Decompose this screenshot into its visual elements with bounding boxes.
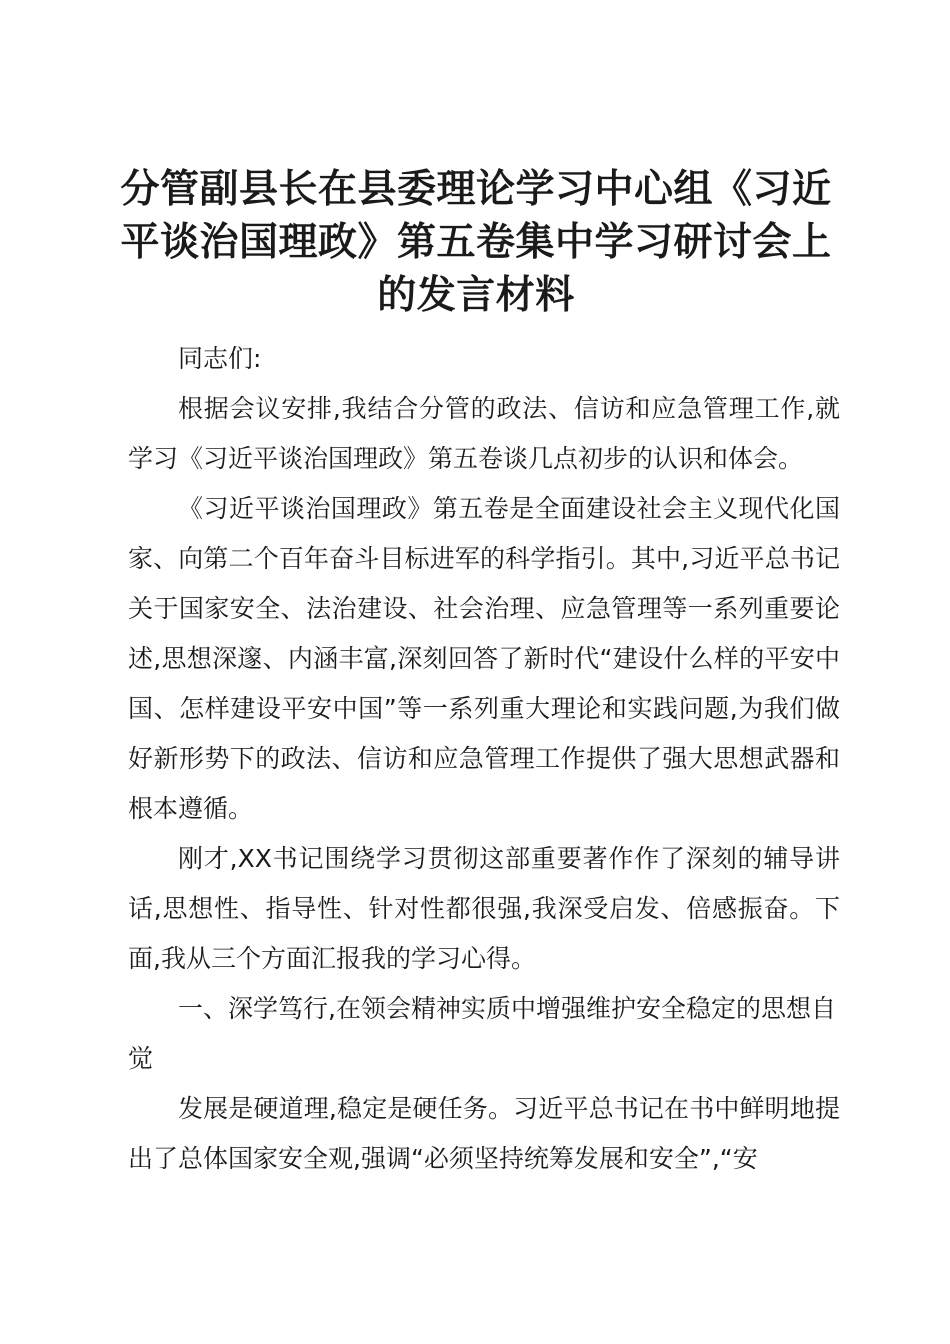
salutation: 同志们:: [178, 344, 262, 373]
paragraph-secretary-speech: 刚才,XX书记围绕学习贯彻这部重要著作作了深刻的辅导讲话,思想性、指导性、针对性都很强,我深受启发、倍感振奋。下面,我从三个方面汇报我的学习心得。: [128, 844, 840, 973]
paragraph-development-stability: 发展是硬道理,稳定是硬任务。习近平总书记在书中鲜明地提出了总体国家安全观,强调“必须坚持统筹发展和安全”,“安: [128, 1094, 840, 1173]
paragraph-intro: 根据会议安排,我结合分管的政法、信访和应急管理工作,就学习《习近平谈治国理政》第五卷谈几点初步的认识和体会。: [128, 394, 840, 473]
section-heading-one: 一、深学笃行,在领会精神实质中增强维护安全稳定的思想自觉: [128, 994, 836, 1073]
document-title: 分管副县长在县委理论学习中心组《习近平谈治国理政》第五卷集中学习研讨会上的发言材料: [120, 167, 832, 318]
paragraph-volume-five: 《习近平谈治国理政》第五卷是全面建设社会主义现代化国家、向第二个百年奋斗目标进军的科学指引。其中,习近平总书记关于国家安全、法治建设、社会治理、应急管理等一系列重要论述,思想深邃、内涵丰富,深刻回答了新时代“建设什么样的平安中国、怎样建设平安中国”等一系列重大理论和实践问题,为我们做好新形势下的政法、信访和应急管理工作提供了强大思想武器和根本遵循。: [128, 494, 840, 823]
document-body: [128, 334, 840, 1184]
